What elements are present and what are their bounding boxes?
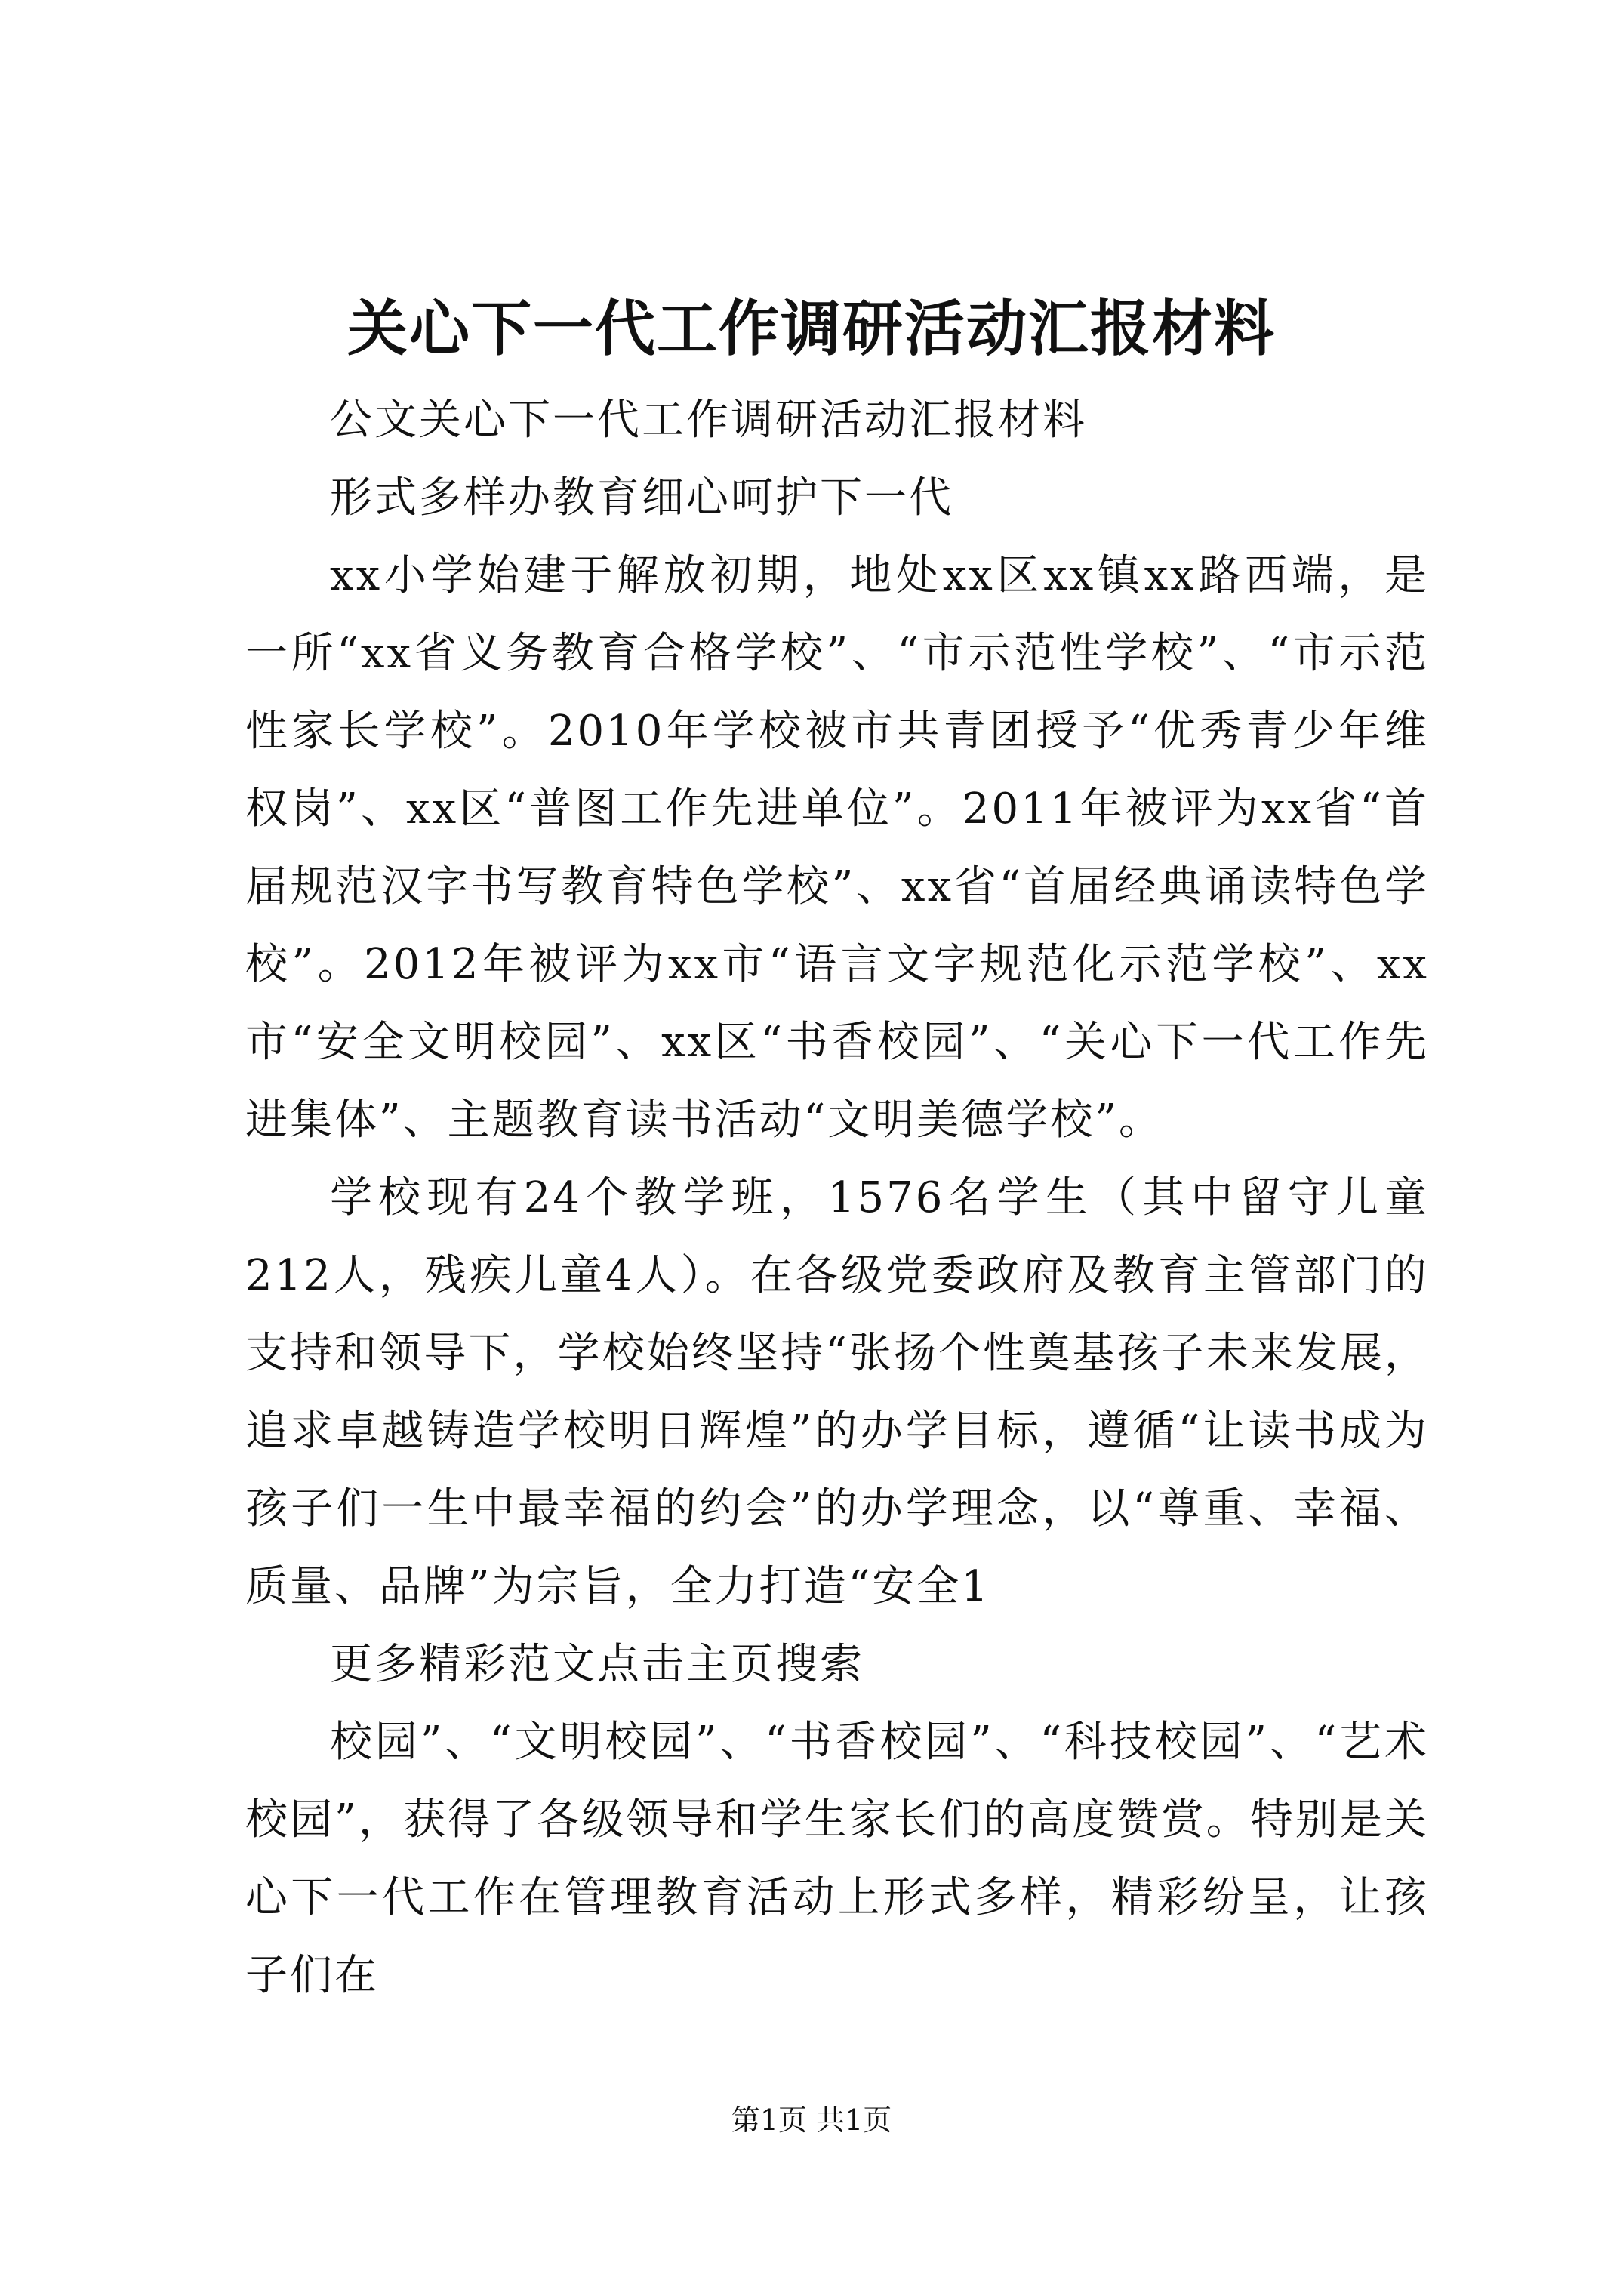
paragraph-more-link: 更多精彩范文点击主页搜索 (330, 1640, 864, 1689)
section-heading: 形式多样办教育细心呵护下一代 (330, 473, 953, 522)
paragraph-school-status: 学校现有24个教学班，1576名学生（其中留守儿童212人，残疾儿童4人）。在各级党委政府及教育主管部门的支持和领导下，学校始终坚持“张扬个性奠基孩子未来发展，追求卓越铸造学校明日辉煌”的办学目标，遵循“让读书成为孩子们一生中最幸福的约会”的办学理念，以“尊重、幸福、质量、品牌”为宗旨，全力打造“安全1 (245, 1173, 1429, 1611)
document-title: 关心下一代工作调研活动汇报材料 (347, 293, 1276, 364)
document-body (245, 381, 1429, 2014)
doc-subtitle: 公文关心下一代工作调研活动汇报材料 (330, 396, 1087, 445)
page-number-footer: 第1页 共1页 (731, 2103, 892, 2137)
paragraph-school-intro: xx小学始建于解放初期，地处xx区xx镇xx路西端，是一所“xx省义务教育合格学校”、“市示范性学校”、“市示范性家长学校”。2010年学校被市共青团授予“优秀青少年维权岗”、xx区“普图工作先进单位”。2011年被评为xx省“首届规范汉字书写教育特色学校”、xx省“首届经典诵读特色学校”。2012年被评为xx市“语言文字规范化示范学校”、xx市“安全文明校园”、xx区“书香校园”、“关心下一代工作先进集体”、主题教育读书活动“文明美德学校”。 (245, 551, 1429, 1145)
paragraph-campus: 校园”、“文明校园”、“书香校园”、“科技校园”、“艺术校园”，获得了各级领导和学生家长们的高度赞赏。特别是关心下一代工作在管理教育活动上形式多样，精彩纷呈，让孩子们在 (245, 1718, 1429, 2000)
